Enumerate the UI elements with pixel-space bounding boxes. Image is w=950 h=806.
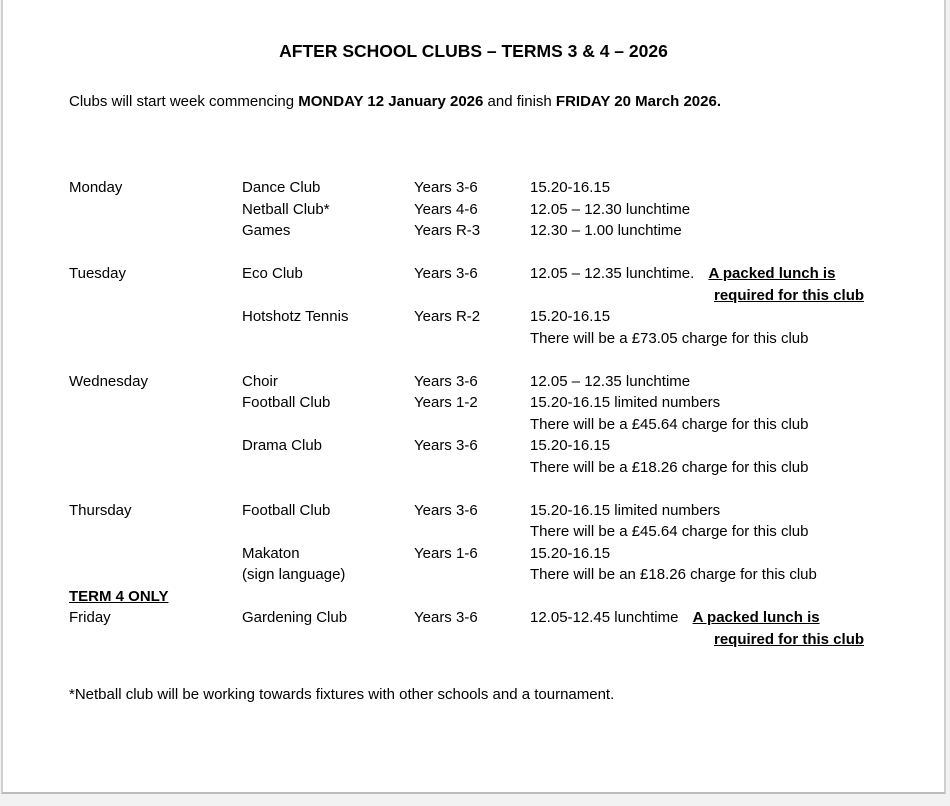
schedule-row <box>69 457 944 479</box>
document-page <box>1 0 946 794</box>
day-label: Thursday <box>69 501 132 519</box>
schedule-row <box>69 414 944 436</box>
details-cell <box>530 543 944 565</box>
schedule-row <box>69 500 944 522</box>
years-cell <box>414 564 530 586</box>
details-cell <box>530 392 944 414</box>
years-cell: Years 3-6 <box>414 437 478 454</box>
details-cell <box>530 220 944 242</box>
years-cell <box>414 586 530 608</box>
time-text: There will be a £45.64 charge for this club <box>530 415 809 433</box>
day-cell <box>69 414 242 436</box>
schedule-spacer-row <box>69 242 944 264</box>
schedule-row <box>69 263 944 285</box>
years-cell <box>414 629 530 651</box>
time-text: 15.20-16.15 <box>530 308 611 325</box>
intro-text: Clubs will start week commencing <box>69 93 299 110</box>
schedule-row <box>69 629 944 651</box>
time-text: 12.05 – 12.35 lunchtime <box>530 372 691 390</box>
schedule-row <box>69 392 944 414</box>
club-cell: Hotshotz Tennis <box>242 308 349 325</box>
years-cell: Years 3-6 <box>414 501 478 519</box>
years-cell: Years 3-6 <box>414 179 478 196</box>
term4-only-heading: TERM 4 ONLY <box>69 587 169 605</box>
day-cell <box>69 306 242 328</box>
years-cell: Years 4-6 <box>414 200 478 218</box>
time-text: 12.05 – 12.30 lunchtime <box>530 200 691 218</box>
day-label: Monday <box>69 179 123 196</box>
day-cell <box>69 199 242 221</box>
details-cell <box>530 500 944 522</box>
details-cell <box>530 263 944 285</box>
time-text: There will be a £73.05 charge for this club <box>530 329 809 347</box>
years-cell: Years 1-6 <box>414 544 478 562</box>
club-cell: Gardening Club <box>242 609 348 626</box>
club-cell <box>242 414 414 436</box>
years-cell: Years 3-6 <box>414 265 478 282</box>
club-cell <box>242 285 414 307</box>
details-cell <box>530 629 944 651</box>
years-cell: Years R-3 <box>414 222 481 239</box>
day-label: Friday <box>69 609 111 626</box>
day-cell <box>69 543 242 565</box>
years-cell <box>414 414 530 436</box>
document-title: AFTER SCHOOL CLUBS – TERMS 3 & 4 – 2026 <box>279 41 668 61</box>
day-cell <box>69 263 242 285</box>
details-cell <box>530 586 944 608</box>
time-text: 15.20-16.15 <box>530 179 611 196</box>
time-text: 15.20-16.15 <box>530 544 611 562</box>
packed-lunch-note: required for this club <box>714 286 865 304</box>
club-cell <box>242 586 414 608</box>
club-cell: Football Club <box>242 394 331 411</box>
details-cell <box>530 371 944 393</box>
day-cell <box>69 607 242 629</box>
years-cell <box>414 521 530 543</box>
years-cell: Years 3-6 <box>414 609 478 626</box>
schedule-row <box>69 220 944 242</box>
day-cell <box>69 220 242 242</box>
time-text: There will be an £18.26 charge for this club <box>530 566 817 583</box>
time-text: 15.20-16.15 limited numbers <box>530 501 721 519</box>
time-text: 12.30 – 1.00 lunchtime <box>530 222 682 239</box>
intro-paragraph <box>69 91 944 113</box>
packed-lunch-note: A packed lunch is <box>708 265 836 282</box>
details-cell <box>530 306 944 328</box>
club-cell <box>242 328 414 350</box>
club-cell: Games <box>242 222 291 239</box>
time-text: 15.20-16.15 <box>530 437 611 454</box>
details-cell <box>530 564 944 586</box>
intro-bold-text: MONDAY 12 January 2026 <box>298 93 484 110</box>
details-cell <box>530 177 944 199</box>
details-cell <box>530 328 944 350</box>
day-label: Tuesday <box>69 265 126 282</box>
schedule-row <box>69 607 944 629</box>
details-cell <box>530 607 944 629</box>
day-cell <box>69 629 242 651</box>
club-cell: Eco Club <box>242 265 303 282</box>
club-cell <box>242 629 414 651</box>
time-text: 12.05 – 12.35 lunchtime. <box>530 265 699 282</box>
club-cell: Dance Club <box>242 179 321 196</box>
club-cell: Drama Club <box>242 437 323 454</box>
years-cell <box>414 457 530 479</box>
time-text: 12.05-12.45 lunchtime <box>530 609 683 626</box>
packed-lunch-note: required for this club <box>714 630 865 648</box>
schedule-row <box>69 177 944 199</box>
schedule-row <box>69 586 944 608</box>
details-cell <box>530 457 944 479</box>
packed-lunch-note: A packed lunch is <box>692 609 820 626</box>
years-cell <box>414 285 530 307</box>
day-cell <box>69 586 242 608</box>
intro-bold-text: FRIDAY 20 March 2026. <box>555 93 721 110</box>
club-cell <box>242 521 414 543</box>
club-cell <box>242 457 414 479</box>
time-text: There will be a £18.26 charge for this club <box>530 458 809 476</box>
day-cell <box>69 521 242 543</box>
time-text: There will be a £45.64 charge for this club <box>530 523 809 540</box>
day-cell <box>69 285 242 307</box>
schedule-row <box>69 521 944 543</box>
club-cell: Netball Club* <box>242 200 330 218</box>
netball-footnote: *Netball club will be working towards fixtures with other schools and a tournament. <box>69 686 615 703</box>
day-cell <box>69 328 242 350</box>
schedule-row <box>69 199 944 221</box>
schedule-spacer-row <box>69 349 944 371</box>
day-cell <box>69 177 242 199</box>
details-cell <box>530 435 944 457</box>
time-text: 15.20-16.15 limited numbers <box>530 394 721 411</box>
schedule-row <box>69 564 944 586</box>
years-cell: Years 3-6 <box>414 372 478 390</box>
schedule-row <box>69 306 944 328</box>
schedule-row <box>69 371 944 393</box>
day-cell <box>69 435 242 457</box>
day-cell <box>69 392 242 414</box>
schedule-row <box>69 435 944 457</box>
day-label: Wednesday <box>69 372 148 390</box>
day-cell <box>69 371 242 393</box>
club-cell: Football Club <box>242 501 331 519</box>
day-cell <box>69 500 242 522</box>
years-cell <box>414 328 530 350</box>
day-cell <box>69 564 242 586</box>
details-cell <box>530 414 944 436</box>
details-cell <box>530 199 944 221</box>
club-cell: (sign language) <box>242 566 346 583</box>
details-cell <box>530 285 944 307</box>
schedule-spacer-row <box>69 478 944 500</box>
schedule-row <box>69 328 944 350</box>
schedule-table <box>3 177 944 650</box>
intro-text: and finish <box>483 93 556 110</box>
schedule-row <box>69 543 944 565</box>
schedule-row <box>69 285 944 307</box>
details-cell <box>530 521 944 543</box>
years-cell: Years 1-2 <box>414 394 478 411</box>
club-cell: Choir <box>242 372 278 390</box>
years-cell: Years R-2 <box>414 308 481 325</box>
day-cell <box>69 457 242 479</box>
club-cell: Makaton <box>242 544 300 562</box>
